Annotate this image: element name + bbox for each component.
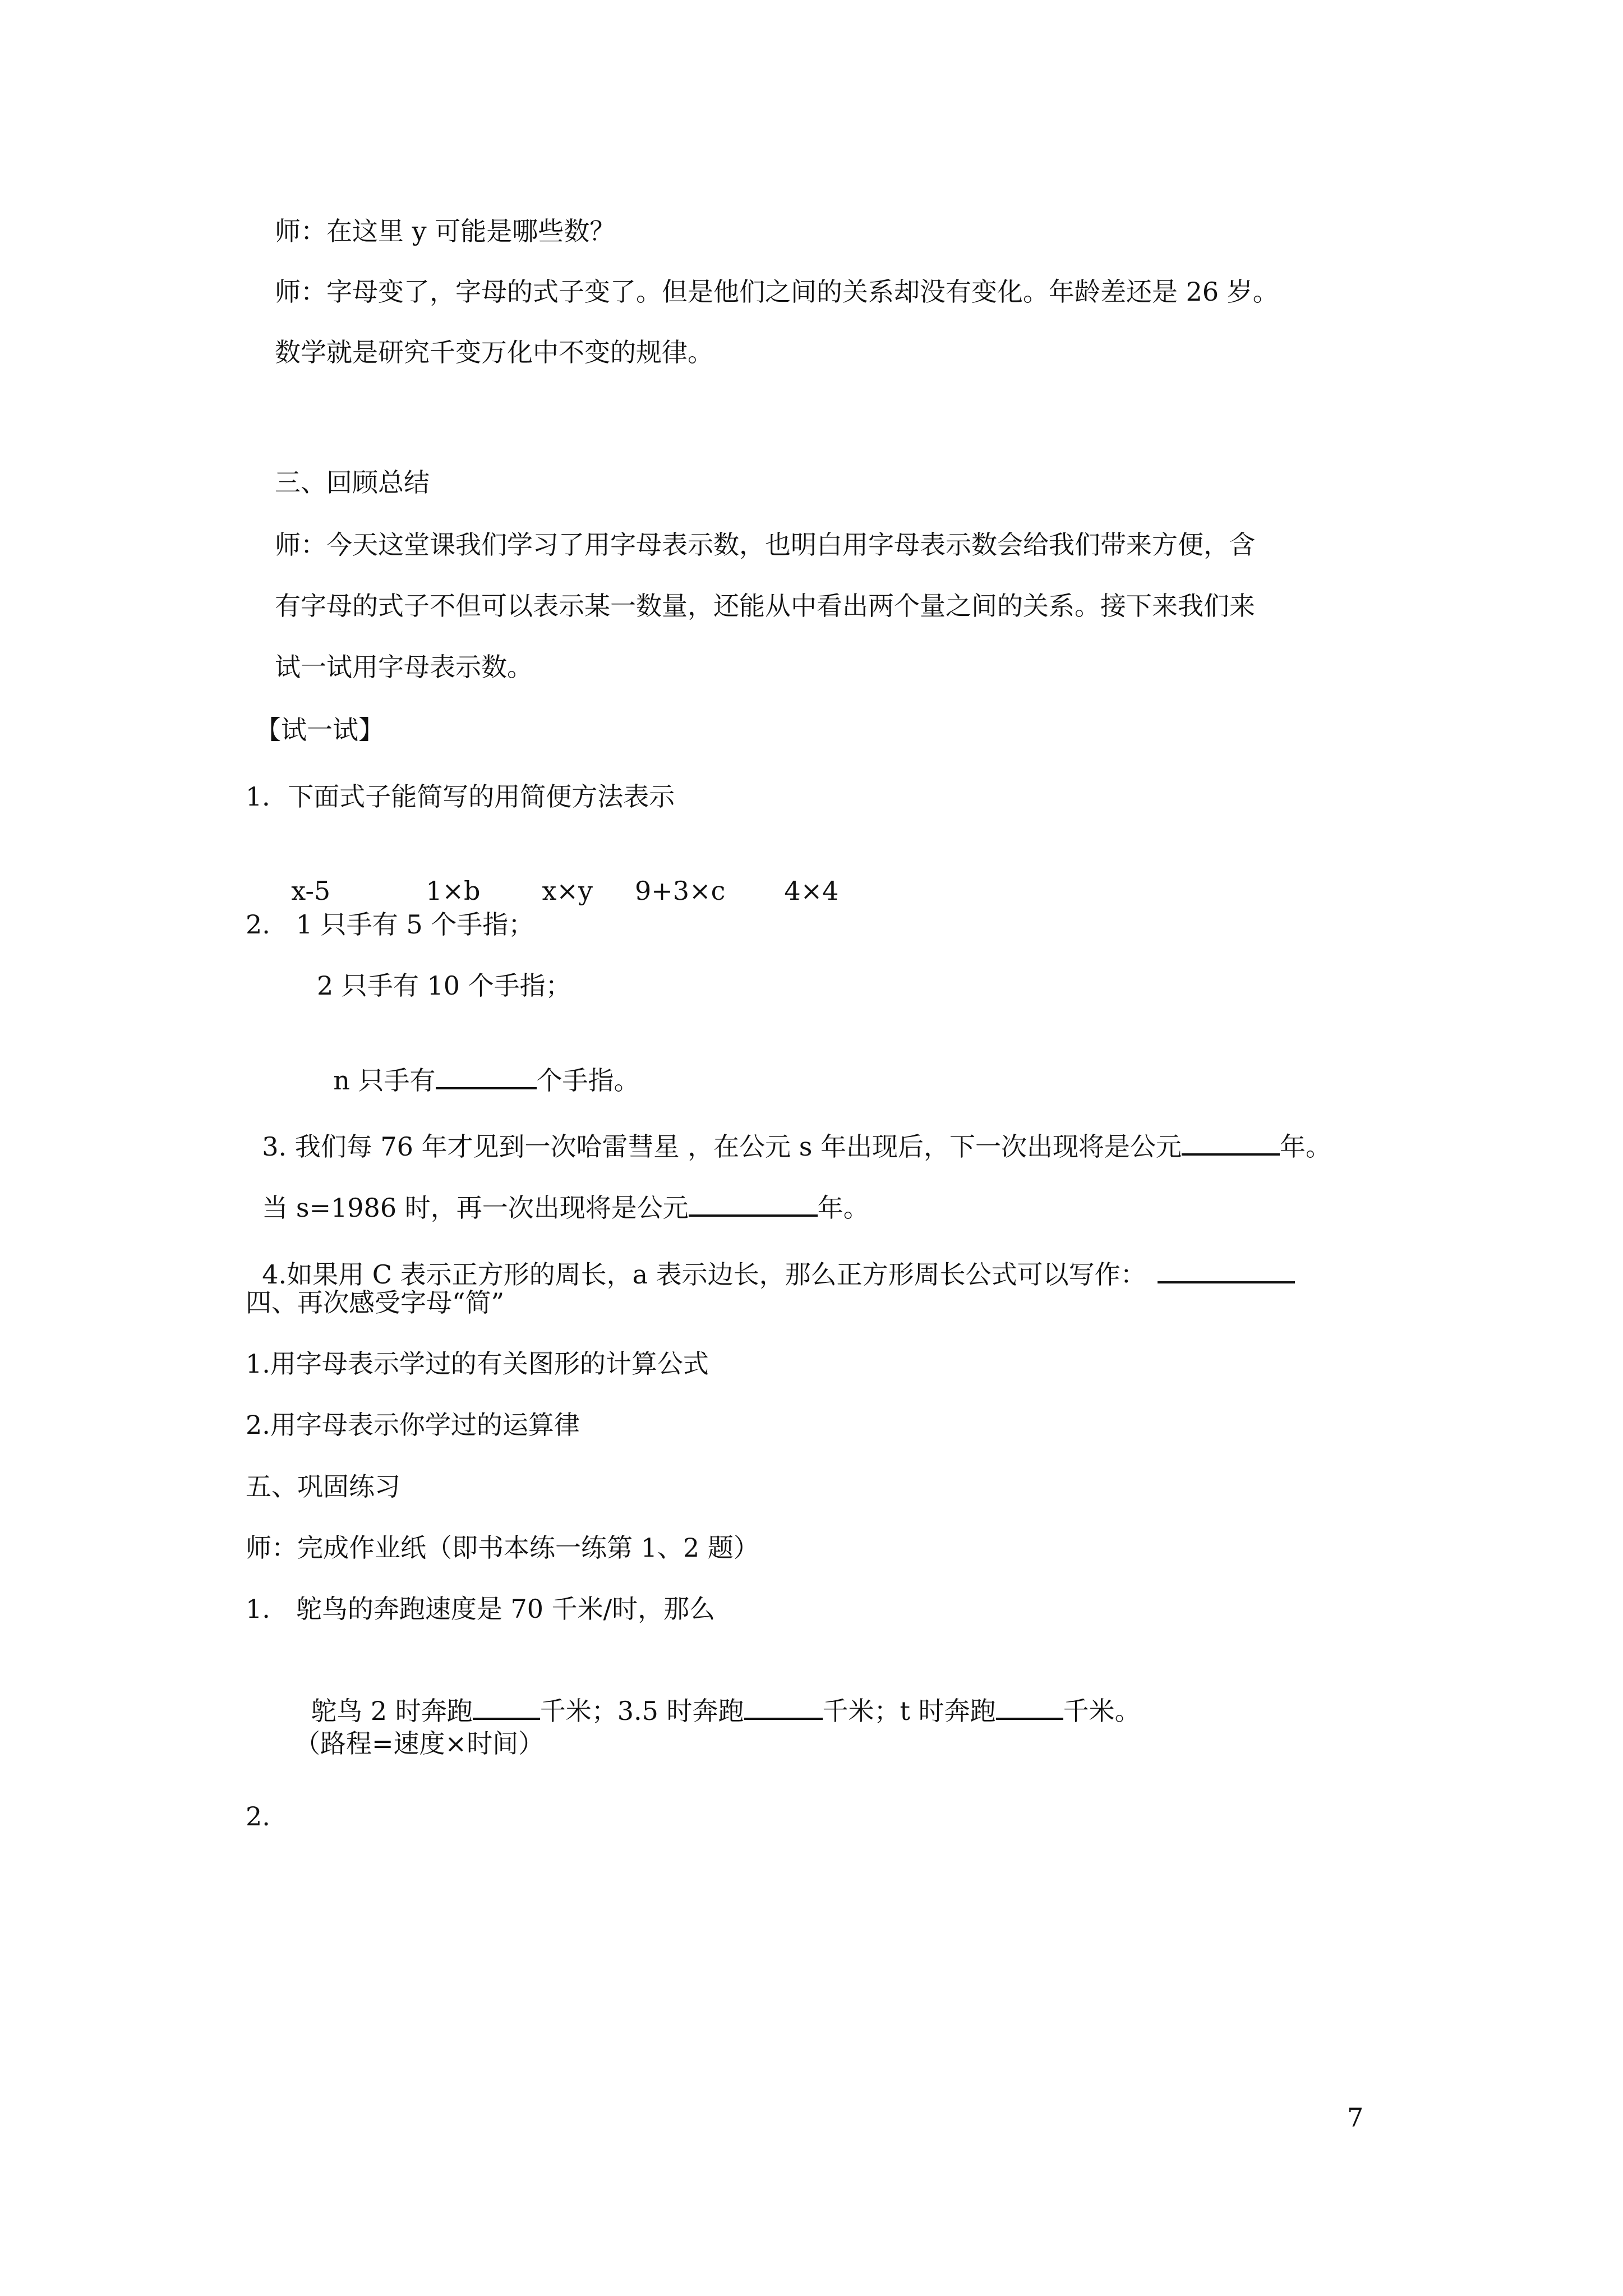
answer-blank-perimeter-formula[interactable] [1158, 1257, 1295, 1283]
q4-text: 4.如果用 C 表示正方形的周长，a 表示边长，那么正方形周长公式可以写作： [262, 1259, 1146, 1290]
try-question-2-line-1: 2. 1 只手有 5 个手指； [246, 909, 534, 940]
expression-list [275, 840, 838, 908]
ex1-text-1: 鸵鸟 2 时奔跑 [311, 1696, 473, 1726]
practice-instruction: 师：完成作业纸（即书本练一练第 1、2 题） [246, 1533, 759, 1563]
answer-blank-year-1986[interactable] [689, 1190, 818, 1217]
ex1-text-2: 千米；3.5 时奔跑 [540, 1696, 744, 1726]
q3-suffix-1: 年。 [1280, 1131, 1332, 1162]
page-number: 7 [1347, 2102, 1364, 2133]
expression-1: x-5 [291, 876, 331, 906]
answer-blank-th[interactable] [996, 1693, 1063, 1720]
answer-blank-fingers[interactable] [436, 1062, 537, 1089]
para-math-rule: 数学就是研究千变万化中不变的规律。 [275, 337, 713, 367]
section-heading-practice: 五、巩固练习 [246, 1471, 400, 1502]
section-heading-review: 三、回顾总结 [275, 467, 430, 498]
exercise-1-blanks [294, 1659, 1141, 1728]
answer-blank-3-5h[interactable] [744, 1693, 823, 1720]
answer-blank-next-year[interactable] [1182, 1129, 1280, 1156]
ex1-text-3: 千米；t 时奔跑 [822, 1696, 996, 1726]
exercise-2: 2. [246, 1801, 270, 1832]
q3-suffix-2: 年。 [817, 1193, 869, 1223]
ex1-text-4: 千米。 [1063, 1696, 1141, 1726]
expression-5: 4×4 [784, 876, 839, 906]
simplicity-item-1: 1.用字母表示学过的有关图形的计算公式 [246, 1349, 709, 1379]
expression-2: 1×b [426, 876, 481, 906]
try-question-3-line-1 [246, 1095, 1331, 1163]
section-heading-simplicity: 四、再次感受字母“简” [246, 1287, 505, 1318]
exercise-1-formula: （路程=速度×时间） [294, 1728, 545, 1759]
summary-line-2: 有字母的式子不但可以表示某一数量，还能从中看出两个量之间的关系。接下来我们来 [275, 591, 1255, 621]
para-question-y: 师：在这里 y 可能是哪些数？ [275, 216, 616, 246]
try-question-2-line-2: 2 只手有 10 个手指； [317, 970, 571, 1001]
summary-line-3: 试一试用字母表示数。 [275, 652, 533, 682]
para-age-difference: 师：字母变了，字母的式子变了。但是他们之间的关系却没有变化。年龄差还是 26 岁。 [275, 277, 1279, 307]
try-question-2-line-3 [317, 1029, 640, 1097]
try-question-4 [246, 1223, 1295, 1291]
summary-line-1: 师：今天这堂课我们学习了用字母表示数，也明白用字母表示数会给我们带来方便，含 [275, 530, 1255, 560]
try-question-3-line-2 [246, 1156, 869, 1225]
exercise-1: 1. 鸵鸟的奔跑速度是 70 千米/时，那么 [246, 1594, 716, 1624]
q2-prefix: n 只手有 [333, 1065, 436, 1096]
try-question-1: 1．下面式子能简写的用简便方法表示 [246, 781, 675, 812]
q3-text-2: 当 s=1986 时，再一次出现将是公元 [262, 1193, 689, 1223]
simplicity-item-2: 2.用字母表示你学过的运算律 [246, 1410, 580, 1440]
try-heading: 【试一试】 [255, 715, 384, 745]
q3-text-1: 3. 我们每 76 年才见到一次哈雷彗星 ，在公元 s 年出现后，下一次出现将是公元 [262, 1131, 1182, 1162]
answer-blank-2h[interactable] [473, 1693, 540, 1720]
expression-4: 9+3×c [634, 876, 726, 906]
expression-3: x×y [542, 876, 593, 906]
q2-suffix: 个手指。 [536, 1065, 640, 1096]
